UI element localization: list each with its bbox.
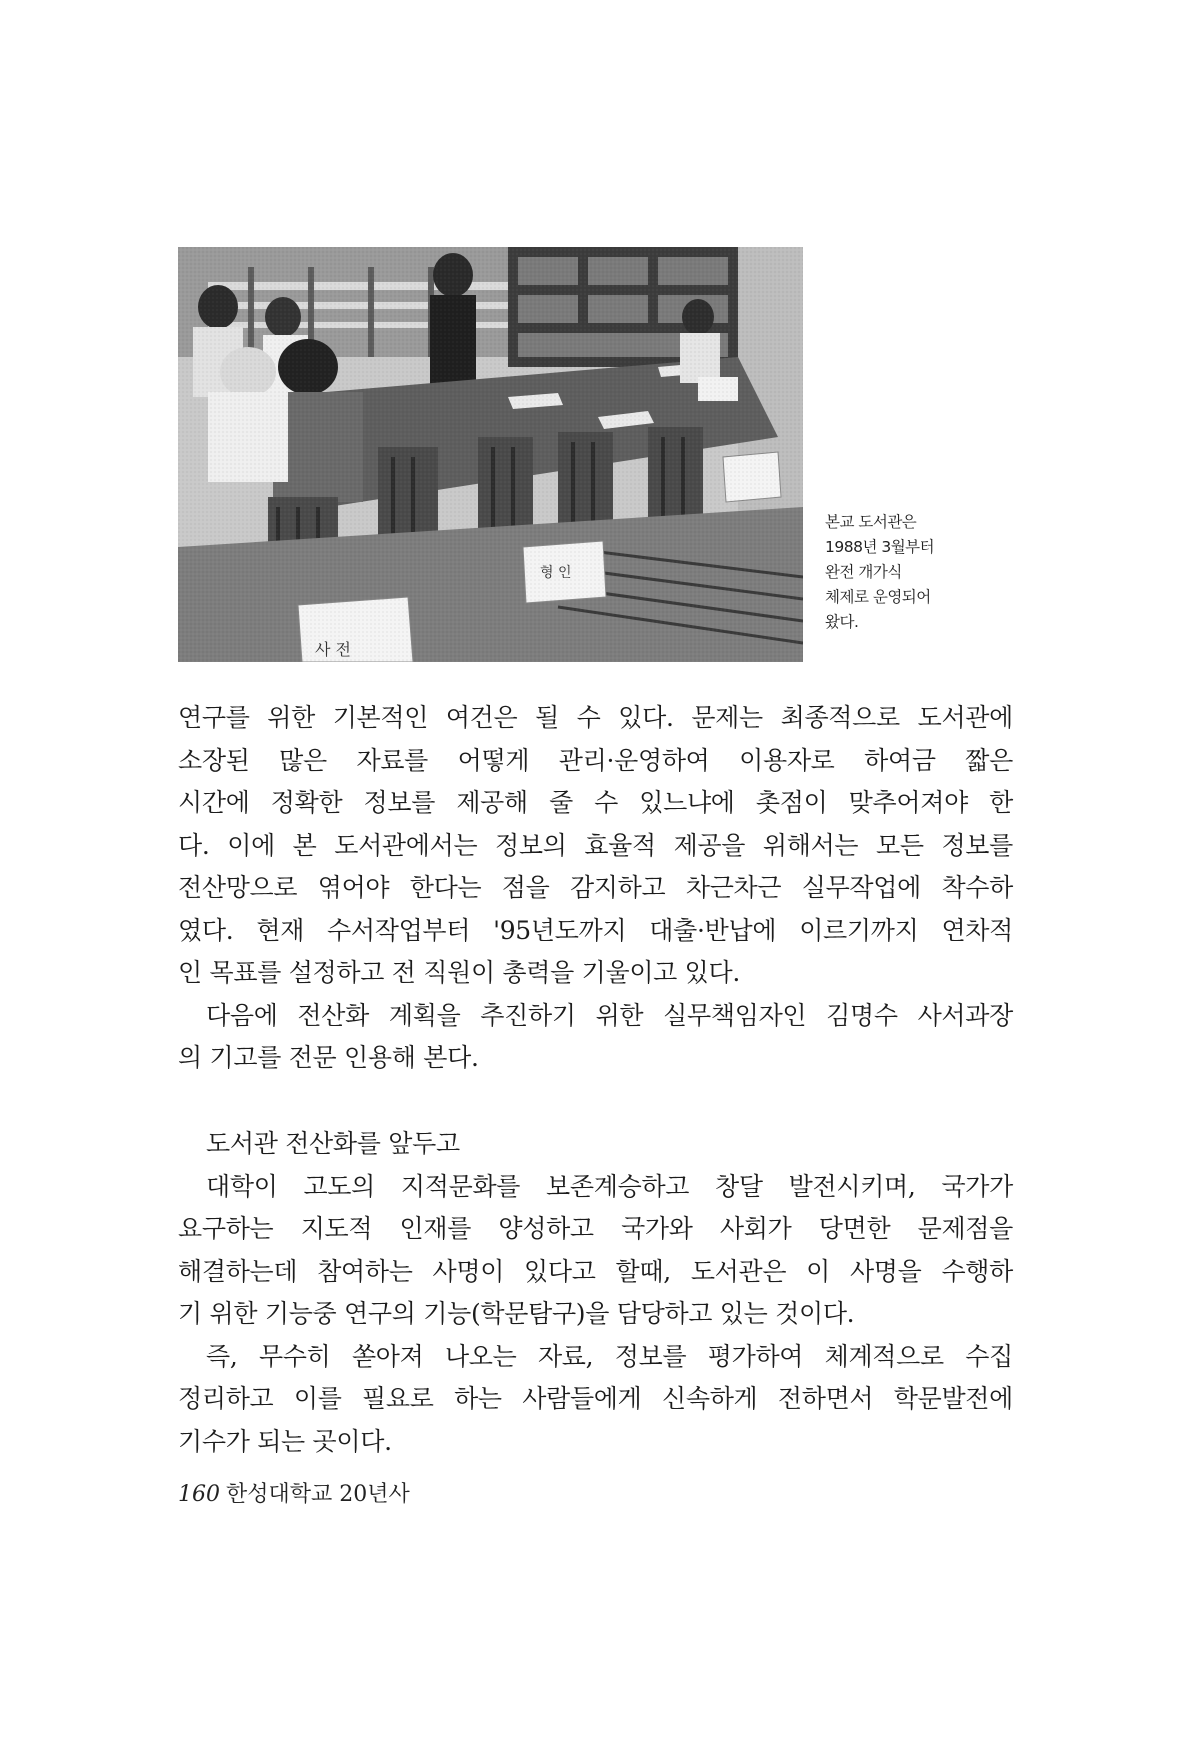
intro-text: [178, 697, 1013, 1080]
library-reading-room-photo: [178, 247, 803, 662]
text-line: 소장된 많은 자료를 어떻게 관리·운영하여 이용자로 하여금 짧은: [178, 745, 1013, 775]
text-line: 다음에 전산화 계획을 추진하기 위한 실무책임자인 김명수 사서과장: [206, 1000, 1013, 1030]
text-line: 시간에 정확한 정보를 제공해 줄 수 있느냐에 촛점이 맞추어져야 한: [178, 788, 1013, 817]
text-line: 기수가 되는 곳이다.: [178, 1426, 392, 1456]
text-line: 전산망으로 엮어야 한다는 점을 감지하고 차근차근 실무작업에 착수하: [178, 873, 1013, 902]
text-line: 즉, 무수히 쏟아져 나오는 자료, 정보를 평가하여 체계적으로 수집: [206, 1341, 1013, 1371]
article-text: [178, 1123, 1013, 1463]
photo-illustration: [178, 247, 803, 662]
caption-line: 왔다.: [825, 613, 859, 631]
text-line: 정리하고 이를 필요로 하는 사람들에게 신속하게 전하면서 학문발전에: [178, 1384, 1013, 1413]
caption-line: 1988년 3월부터: [825, 538, 935, 556]
text-line: 연구를 위한 기본적인 여건은 될 수 있다. 문제는 최종적으로 도서관에: [178, 703, 1013, 732]
text-line: 대학이 고도의 지적문화를 보존계승하고 창달 발전시키며, 국가가: [206, 1171, 1013, 1201]
caption-line: 본교 도서관은: [825, 513, 917, 531]
caption-line: 체제로 운영되어: [825, 588, 931, 606]
text-line: 요구하는 지도적 인재를 양성하고 국가와 사회가 당면한 문제점을: [178, 1214, 1013, 1243]
caption-line: 완전 개가식: [825, 563, 902, 581]
text-line: 의 기고를 전문 인용해 본다.: [178, 1043, 479, 1072]
photo-caption: [825, 510, 1005, 635]
page-number: 160: [178, 1482, 220, 1507]
page-footer: [178, 1477, 410, 1508]
article-title: 도서관 전산화를 앞두고: [206, 1129, 460, 1158]
text-line: 해결하는데 참여하는 사명이 있다고 할때, 도서관은 이 사명을 수행하: [178, 1256, 1013, 1286]
text-line: 다. 이에 본 도서관에서는 정보의 효율적 제공을 위해서는 모든 정보를: [178, 830, 1013, 860]
book-title: 한성대학교 20년사: [226, 1482, 410, 1507]
text-line: 였다. 현재 수서작업부터 '95년도까지 대출·반납에 이르기까지 연차적: [178, 915, 1013, 945]
text-line: 인 목표를 설정하고 전 직원이 총력을 기울이고 있다.: [178, 958, 741, 987]
text-line: 기 위한 기능중 연구의 기능(학문탐구)을 담당하고 있는 것이다.: [178, 1299, 855, 1328]
